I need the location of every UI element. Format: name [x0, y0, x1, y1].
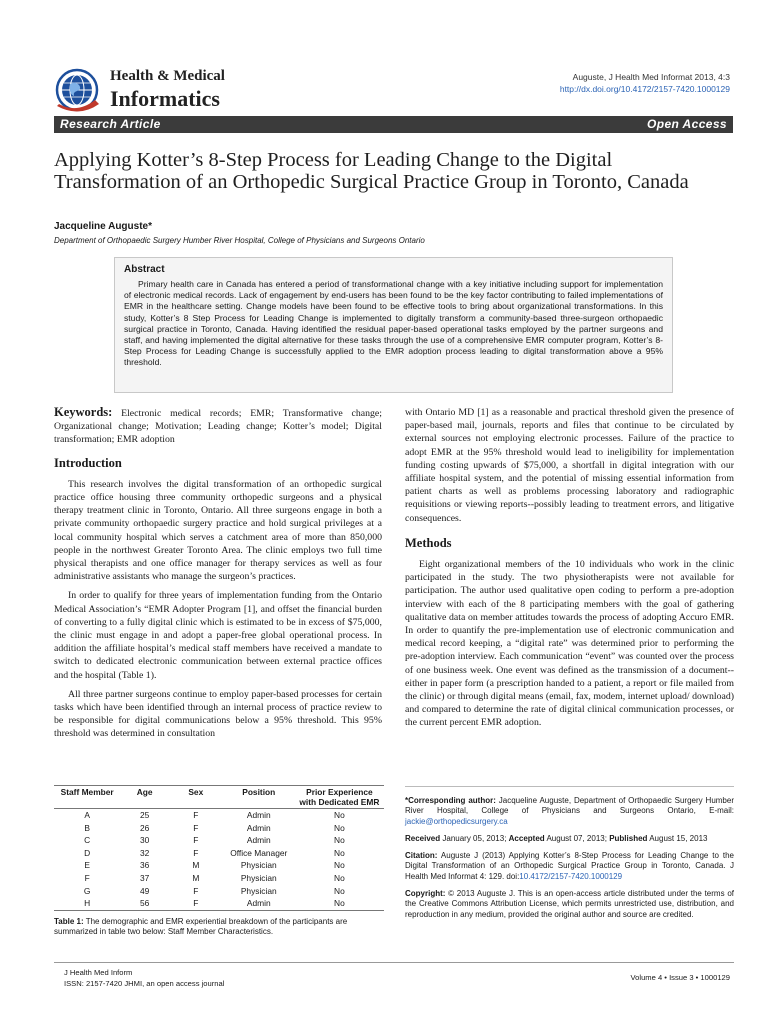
cell-age: 32: [139, 847, 150, 858]
abstract-box: [114, 257, 673, 393]
article-type-band: [54, 116, 733, 133]
citation-note: [405, 851, 734, 882]
introduction-heading: Introduction: [54, 455, 122, 470]
doi-link[interactable]: http://dx.doi.org/10.4172/2157-7420.1000129: [559, 84, 730, 94]
corr-label: *Corresponding author:: [405, 796, 496, 805]
cell-position: Physician: [240, 872, 277, 883]
intro-paragraph-2: In order to qualify for three years of implementation funding from the Ontario Medical Association’s “EMR Adopter Program [1], and offset the financial burden of converting to a fully digital clinic which is estimated to be in excess of $75,000, the clinic must engage in and adopt a paper-free global operational process. In addition the affiliate hospital’s medical staff members have received a mandate to switch to dedicated electronic communication between external practice offices and the hospital (Table 1).: [54, 590, 382, 681]
citation-text: Auguste J (2013) Applying Kotter’s 8-Step Process for Leading Change to the Digital Transformation of an Orthopedic Surgical Practice Group in Toronto, Canada. J Health Med Informat 4: 129. doi:: [405, 851, 734, 881]
copyright-text: © 2013 Auguste J. This is an open-access article distributed under the terms of the Creative Commons Attribution License, which permits unrestricted use, distribution, and reproduction in any medium, provided the original author and source are credited.: [405, 889, 734, 919]
col-header-age: Age: [120, 786, 169, 809]
cell-position: Admin: [246, 835, 271, 846]
cell-staff-member: B: [84, 822, 90, 833]
article-title: Applying Kotter’s 8-Step Process for Leading Change to the Digital Transformation of an Orthopedic Surgical Practice Group in Toronto, Canada: [54, 149, 689, 193]
citation-line: Auguste, J Health Med Informat 2013, 4:3: [572, 72, 730, 82]
cell-staff-member: A: [84, 810, 90, 820]
article-notes: [405, 796, 734, 927]
cell-prior-experience: No: [334, 835, 345, 846]
abstract-text: Primary health care in Canada has entered a period of transformational change with a key initiative including support for implementation of electronic medical records. Lack of engagement by end-users has been found to be the key factor contributing to failed implementations of EMR in the healthcare setting. Change models have been found to be effective tools to bring about organizational transformations. In this study, Kotter’s 8 Step Process for Leading Change is implemented to digitally transform a community-based three-surgeon orthopaedic surgical practice in Toronto, Canada. Having identified the residual paper-based operational tasks employed by the partner surgeons and staff, and having implemented the digital alternative for these tasks through the use of a comprehensive EMR computer program, Kotter’s 8-Step Process for Leading Change is successfully applied to the EMR adoption process leading to digital transformation above a 95% threshold.: [124, 279, 663, 368]
intro-paragraph-4: with Ontario MD [1] as a reasonable and practical threshold given the presence of paper-based mail, journals, reports and files that continue to be circulated by external sources not employing electronic processes. Failure of the practice to adopt EMR at the 95% threshold would lead to ineligibility for implementation funding costing upwards of $75,000, a shortfall in digital integration with our affiliate hospital system, and the potential of missing essential information from patient charts as well as problems processing laboratory and radiographic requisitions or viewing reports--possibly leading to treatment errors, and litigative consequences.: [405, 407, 734, 524]
dates-note: [405, 834, 734, 844]
cell-age: 25: [139, 810, 150, 820]
intro-paragraph-1: This research involves the digital transformation of an orthopedic surgical practice office housing three community orthopedic surgeons and a physical therapy treatment clinic in Toronto, Ontario. All three surgeons engage in both a private community orthopaedic surgery practice and hold surgical privileges at a local community hospital which serves a catchment area of more than 850,000 people in the northwest Greater Toronto Area. The clinic employs two full time physical therapists and one office manager for therapy services as well as four administrative assistants who manage the surgeon’s practices.: [54, 478, 382, 583]
cell-staff-member: H: [54, 897, 120, 910]
footer-journal-info: [64, 967, 224, 989]
header-citation: [560, 71, 730, 95]
col-header-prior-experience: Prior Experience with Dedicated EMR: [295, 786, 384, 809]
cell-sex: F: [193, 835, 199, 846]
table-caption: [54, 917, 384, 937]
accepted-date: August 07, 2013;: [546, 833, 607, 843]
cell-staff-member: E: [84, 860, 90, 871]
table-row: [54, 822, 384, 835]
footer-volume: Volume 4 • Issue 3 • 1000129: [630, 973, 730, 982]
table-caption-label: Table 1:: [54, 916, 84, 926]
cell-age: 56: [120, 897, 169, 910]
cell-position: Admin: [223, 897, 295, 910]
cell-position: Physician: [240, 860, 277, 871]
footer-divider: [54, 962, 734, 963]
cell-prior-experience: No: [334, 822, 345, 833]
author-name: Jacqueline Auguste*: [54, 221, 152, 232]
left-column: [54, 406, 382, 747]
table-row: [54, 809, 384, 822]
cell-age: 36: [139, 860, 150, 871]
col-header-position: Position: [223, 786, 295, 809]
cell-sex: M: [192, 860, 200, 871]
published-date: August 15, 2013: [649, 833, 708, 843]
journal-name-line2: Informatics: [110, 86, 220, 111]
table-row: [54, 885, 384, 898]
research-article-label: Research Article: [60, 117, 161, 131]
methods-paragraph-1: Eight organizational members of the 10 individuals who work in the clinic participated in the study. The two physiotherapists were not available for participation. The author used qualitative open coding to perform a pre-adoption interview with each of the 8 participating members with the goal of gathering qualitative data on member attitudes towards the process of adopting Accuro EMR. In order to quantify the pre-implementation use of electronic communication and medical record keeping, a “digital rate” was determined prior to performing the pre-adoption interview. Each communication “event” was counted over the process of one business week. One event was defined as the transmission of a document--either in paper form (a prescription handed to a patient, a report or file mailed from the clinic) or through digital means (email, fax, modem, internet upload/ download) and compared to determine the rate of digital clinical communication processes, or the current percent EMR adoption.: [405, 559, 734, 729]
table-caption-text: The demographic and EMR experiential breakdown of the participants are summarized in table two below: Staff Member Characteristics.: [54, 916, 348, 936]
table-1: [54, 785, 384, 937]
methods-heading: Methods: [405, 535, 452, 550]
cell-sex: F: [193, 885, 199, 896]
cell-staff-member: F: [84, 872, 90, 883]
author-affiliation: Department of Orthopaedic Surgery Humber River Hospital, College of Physicians and Surgeons Ontario: [54, 236, 425, 245]
intro-paragraph-3: All three partner surgeons continue to employ paper-based processes for certain tasks which have been identified through an internal process of practice review to be responsible for digital communications below a 95% threshold. This 95% threshold was determined in consultation: [54, 688, 382, 740]
cell-prior-experience: No: [334, 885, 345, 896]
table-row: [54, 847, 384, 860]
footer-issn: ISSN: 2157-7420 JHMI, an open access journal: [64, 979, 225, 988]
col-header-sex: Sex: [169, 786, 223, 809]
footer-journal: J Health Med Inform: [64, 968, 133, 977]
cell-prior-experience: No: [334, 860, 345, 871]
table-row: [54, 897, 384, 910]
copyright-label: Copyright:: [405, 889, 446, 899]
cell-prior-experience: No: [334, 872, 345, 883]
abstract-heading: Abstract: [124, 264, 165, 275]
cell-position: Admin: [246, 810, 271, 820]
cell-sex: F: [193, 822, 199, 833]
table-row: [54, 872, 384, 885]
corresponding-author-note: [405, 796, 734, 827]
notes-divider: [405, 786, 734, 787]
table-header-row: [54, 786, 384, 809]
accepted-label: Accepted: [508, 833, 545, 843]
cell-prior-experience: No: [334, 847, 345, 858]
citation-doi-link[interactable]: 10.4172/2157-7420.1000129: [519, 871, 623, 881]
cell-age: 49: [139, 885, 150, 896]
table-row: [54, 859, 384, 872]
published-label: Published: [609, 833, 648, 843]
cell-sex: F: [193, 847, 199, 858]
cell-position: Admin: [246, 822, 271, 833]
keywords-label: Keywords:: [54, 405, 113, 419]
citation-label: Citation:: [405, 851, 438, 861]
keywords-paragraph: [54, 406, 382, 447]
cell-age: 26: [139, 822, 150, 833]
corr-text: Jacqueline Auguste, Department of Orthopaedic Surgery Humber River Hospital, College of Physicians and Surgeons Ontario, E-mail:: [405, 796, 734, 816]
copyright-note: [405, 889, 734, 920]
cell-prior-experience: No: [334, 810, 345, 820]
received-label: Received: [405, 833, 441, 843]
cell-sex: F: [169, 897, 223, 910]
cell-sex: F: [193, 810, 199, 820]
cell-position: Office Manager: [230, 847, 288, 858]
cell-sex: M: [192, 872, 200, 883]
cell-staff-member: G: [83, 885, 91, 896]
table-row: [54, 834, 384, 847]
cell-prior-experience: No: [295, 897, 384, 910]
cell-age: 37: [139, 872, 150, 883]
cell-age: 30: [139, 835, 150, 846]
journal-logo: [55, 68, 103, 112]
corr-email-link[interactable]: jackie@orthopedicsurgery.ca: [405, 816, 508, 826]
keywords-text: Electronic medical records; EMR; Transformative change; Organizational change; Motivation; Leading change; Kotter’s model; Digital transformation; EMR adoption: [54, 408, 382, 446]
cell-position: Physician: [240, 885, 277, 896]
received-date: January 05, 2013;: [442, 833, 507, 843]
col-header-staff-member: Staff Member: [54, 786, 120, 809]
open-access-label: Open Access: [647, 117, 727, 131]
cell-staff-member: C: [84, 835, 91, 846]
table-body: [54, 809, 384, 911]
cell-staff-member: D: [84, 847, 91, 858]
right-column: [405, 406, 734, 736]
globe-seal-icon: [55, 68, 103, 112]
journal-name-line1: Health & Medical: [110, 68, 225, 84]
staff-characteristics-table: [54, 785, 384, 911]
